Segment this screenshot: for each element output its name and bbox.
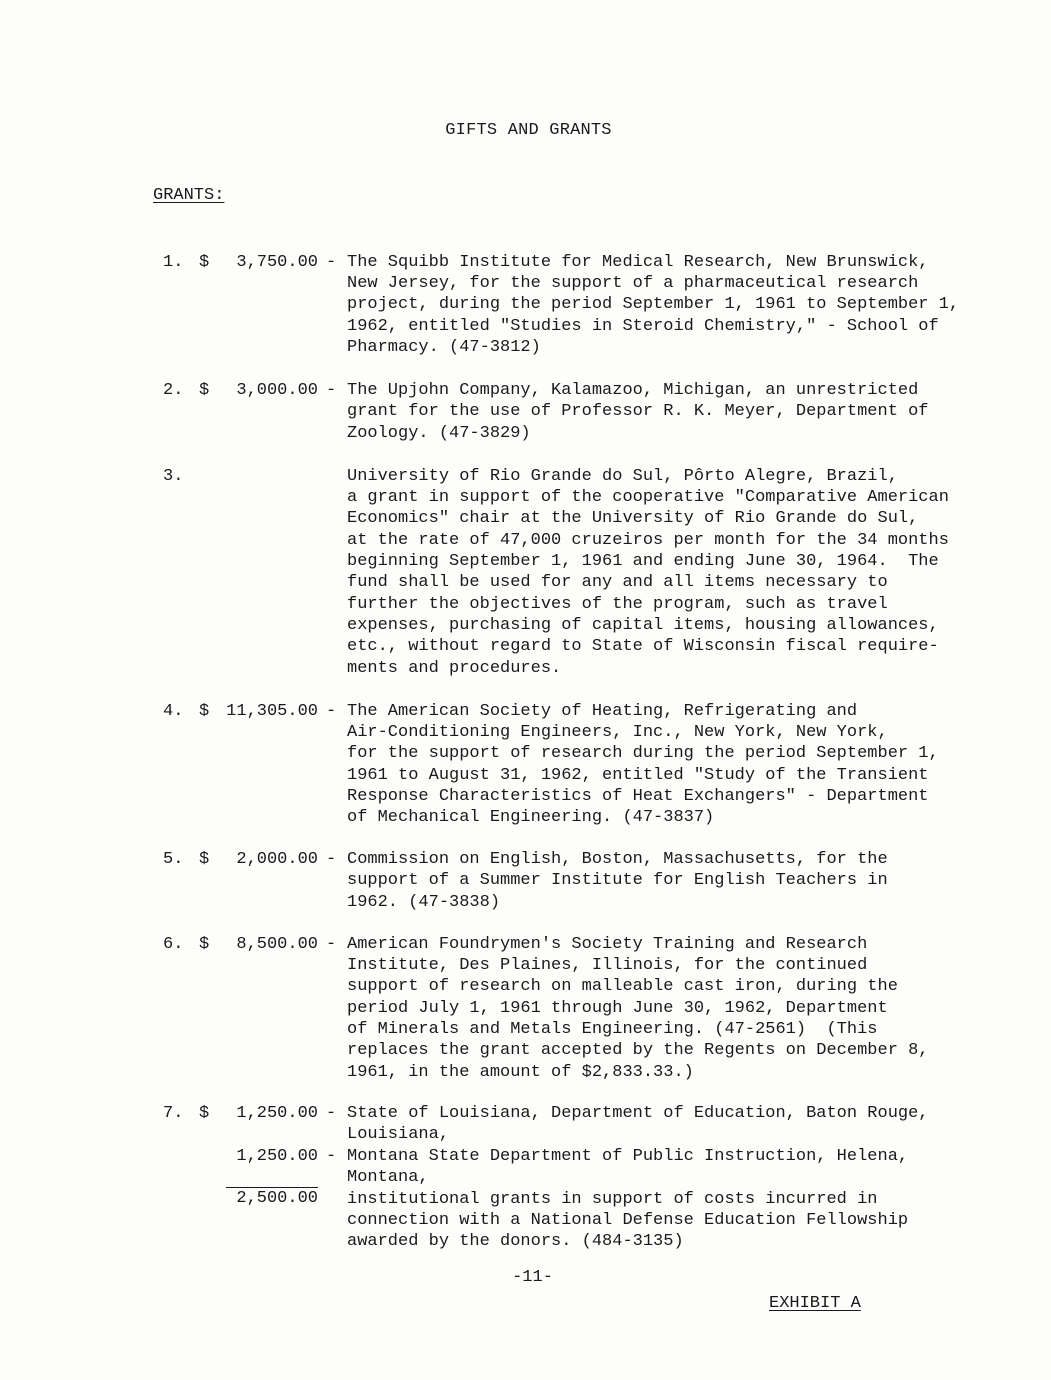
entry-line: 1961 to August 31, 1962, entitled "Study of the Transient [347,766,929,785]
grant-amount: 1,250.00 [236,1104,318,1123]
entry-line: 1961, in the amount of $2,833.33.) [347,1063,694,1082]
entry-line: support of research on malleable cast iron, during the [347,977,898,996]
dash: - [326,253,337,272]
entry-line: 1962. (47-3838) [347,893,501,912]
entry-line: Economics" chair at the University of Rio Grande do Sul, [347,509,919,528]
entry-line: replaces the grant accepted by the Regents on December 8, [347,1041,929,1060]
entry-number: 4. [163,702,184,721]
grant-amount: 8,500.00 [236,935,318,954]
dollar-sign: $ [199,702,210,721]
grant-amount: 3,750.00 [236,253,318,272]
grant-amount: 3,000.00 [236,381,318,400]
entry-line: project, during the period September 1, 1961 to September 1, [347,295,960,314]
entry-line: a grant in support of the cooperative "Comparative American [347,488,949,507]
entry-line: Louisiana, [347,1125,450,1144]
entry-line: Montana State Department of Public Instruction, Helena, [347,1147,909,1166]
entry-line: Zoology. (47-3829) [347,424,531,443]
entry-line: Air-Conditioning Engineers, Inc., New York, New York, [347,723,888,742]
page-title: GIFTS AND GRANTS [445,121,612,140]
entry-line: Pharmacy. (47-3812) [347,338,541,357]
entry-line: fund shall be used for any and all items necessary to [347,573,888,592]
grant-amount: 1,250.00 [236,1147,318,1166]
dash: - [326,1147,337,1166]
entry-line: awarded by the donors. (484-3135) [347,1232,684,1251]
dollar-sign: $ [199,935,210,954]
dollar-sign: $ [199,850,210,869]
entry-number: 7. [163,1104,184,1123]
entry-line: Commission on English, Boston, Massachusetts, for the [347,850,888,869]
entry-number: 6. [163,935,184,954]
entry-line: at the rate of 47,000 cruzeiros per month for the 34 months [347,531,949,550]
dollar-sign: $ [199,381,210,400]
dash: - [326,935,337,954]
entry-line: of Mechanical Engineering. (47-3837) [347,808,715,827]
page-number: -11- [512,1268,553,1287]
entry-line: 1962, entitled "Studies in Steroid Chemistry," - School of [347,317,939,336]
entry-line: institutional grants in support of costs incurred in [347,1190,878,1209]
entry-line: period July 1, 1961 through June 30, 1962, Department [347,999,888,1018]
entry-line: further the objectives of the program, such as travel [347,595,888,614]
entry-line: ments and procedures. [347,659,562,678]
entry-line: Montana, [347,1168,429,1187]
dash: - [326,1104,337,1123]
dollar-sign: $ [199,1104,210,1123]
entry-number: 5. [163,850,184,869]
entry-line: The Upjohn Company, Kalamazoo, Michigan, an unrestricted [347,381,919,400]
entry-line: University of Rio Grande do Sul, Pôrto Alegre, Brazil, [347,467,898,486]
dollar-sign: $ [199,253,210,272]
dash: - [326,381,337,400]
entry-line: beginning September 1, 1961 and ending June 30, 1964. The [347,552,939,571]
dash: - [326,850,337,869]
entry-line: State of Louisiana, Department of Education, Baton Rouge, [347,1104,929,1123]
entry-number: 3. [163,467,184,486]
grant-amount: 2,000.00 [236,850,318,869]
entry-line: of Minerals and Metals Engineering. (47-2561) (This [347,1020,878,1039]
entry-line: Institute, Des Plaines, Illinois, for the continued [347,956,868,975]
entry-line: support of a Summer Institute for English Teachers in [347,871,888,890]
entry-line: etc., without regard to State of Wisconsin fiscal require- [347,637,939,656]
exhibit-label: EXHIBIT A [769,1294,861,1313]
entry-number: 2. [163,381,184,400]
grant-total: 2,500.00 [226,1187,318,1209]
entry-line: The Squibb Institute for Medical Research, New Brunswick, [347,253,929,272]
section-heading [153,186,224,205]
entry-line: connection with a National Defense Education Fellowship [347,1211,909,1230]
entry-number: 1. [163,253,184,272]
entry-line: expenses, purchasing of capital items, housing allowances, [347,616,939,635]
entry-line: New Jersey, for the support of a pharmaceutical research [347,274,919,293]
dash: - [326,702,337,721]
entry-line: Response Characteristics of Heat Exchangers" - Department [347,787,929,806]
entry-line: The American Society of Heating, Refrigerating and [347,702,858,721]
grant-amount: 11,305.00 [226,702,318,721]
entry-line: American Foundrymen's Society Training and Research [347,935,868,954]
section-heading-text: GRANTS: [153,186,225,205]
entry-line: for the support of research during the period September 1, [347,744,939,763]
entry-line: grant for the use of Professor R. K. Meyer, Department of [347,402,929,421]
